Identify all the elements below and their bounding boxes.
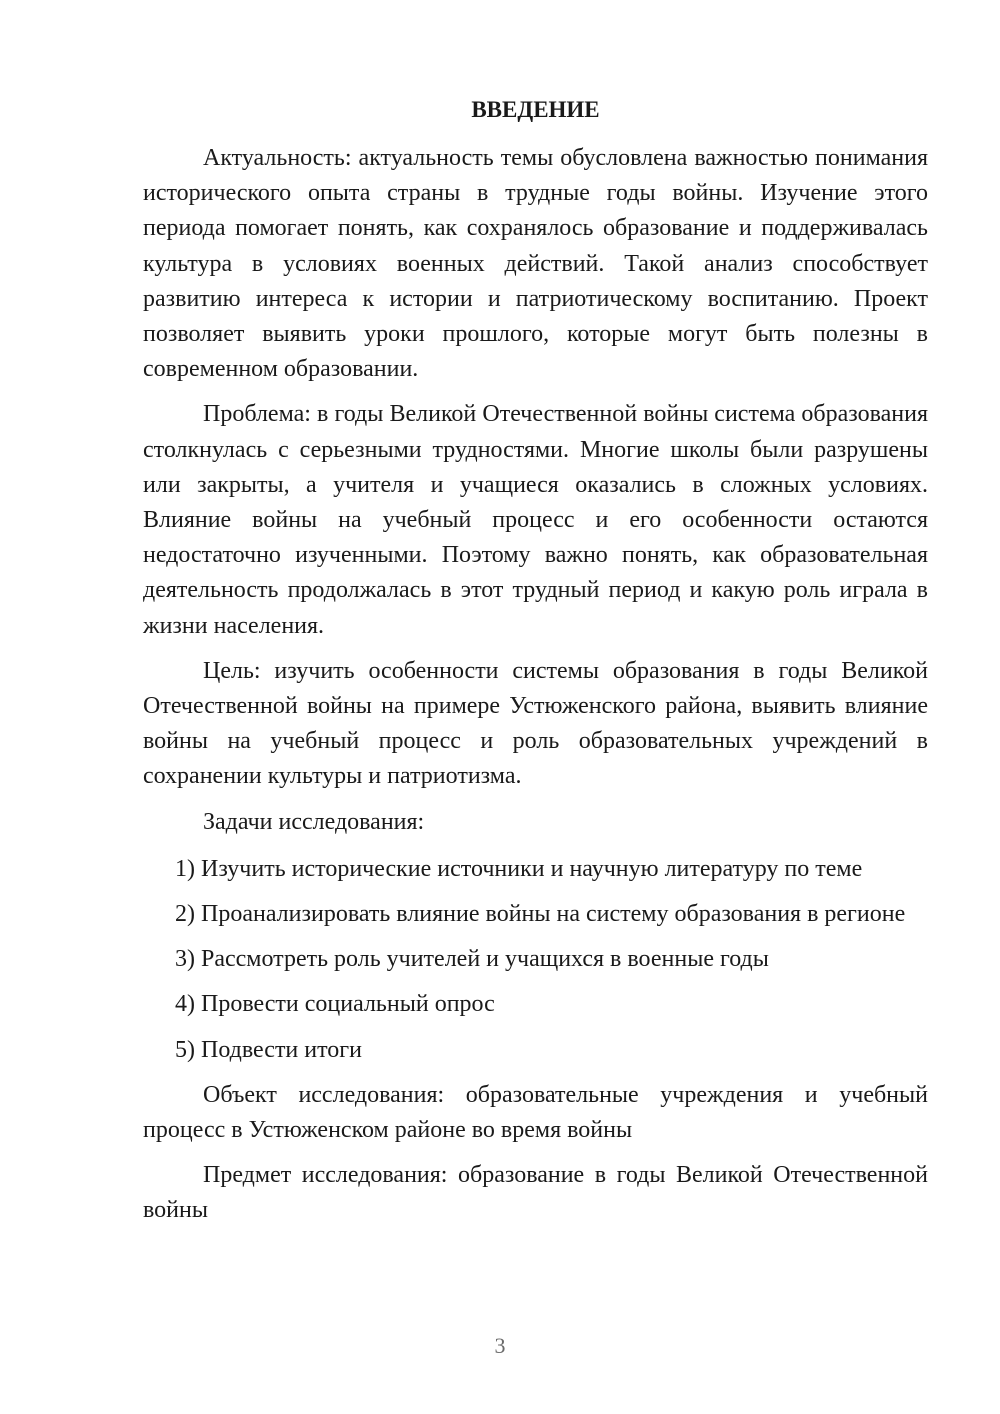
object-paragraph: Объект исследования: образовательные учреждения и учебный процесс в Устюженском районе во время войны xyxy=(143,1081,928,1144)
task-item: 3) Рассмотреть роль учителей и учащихся в военные годы xyxy=(175,946,769,973)
subject-paragraph: Предмет исследования: образование в годы Великой Отечественной войны xyxy=(143,1162,928,1224)
task-item: 4) Провести социальный опрос xyxy=(175,991,495,1018)
tasks-list xyxy=(143,852,928,1068)
task-item: 5) Подвести итоги xyxy=(175,1036,362,1063)
page-number: 3 xyxy=(494,1333,506,1358)
tasks-heading: Задачи исследования: xyxy=(203,808,425,835)
relevance-paragraph: Актуальность: актуальность темы обусловлена важностью понимания исторического опыта страны в трудные годы войны. Изучение этого периода помогает понять, как сохранялось образование и поддерживалась культура в условиях военных действий. Такой анализ способствует развитию интереса к истории и патриотическому воспитанию. Проект позволяет выявить уроки прошлого, которые могут быть полезны в современном образовании. xyxy=(143,145,928,383)
task-item: 2) Проанализировать влияние войны на систему образования в регионе xyxy=(175,901,906,928)
section-title: ВВЕДЕНИЕ xyxy=(471,97,600,122)
problem-paragraph: Проблема: в годы Великой Отечественной войны система образования столкнулась с серьезными трудностями. Многие школы были разрушены или закрыты, а учителя и учащиеся оказались в сложных условиях. Влияние войны на учебный процесс и его особенности остаются недостаточно изученными. Поэтому важно понять, как образовательная деятельность продолжалась в этот трудный период и какую роль играла в жизни населения. xyxy=(143,401,928,639)
task-item: 1) Изучить исторические источники и научную литературу по теме xyxy=(175,855,863,882)
document-body xyxy=(143,92,928,1239)
goal-paragraph: Цель: изучить особенности системы образования в годы Великой Отечественной войны на примере Устюженского района, выявить влияние войны на учебный процесс и роль образовательных учреждений в сохранении культуры и патриотизма. xyxy=(143,657,928,790)
